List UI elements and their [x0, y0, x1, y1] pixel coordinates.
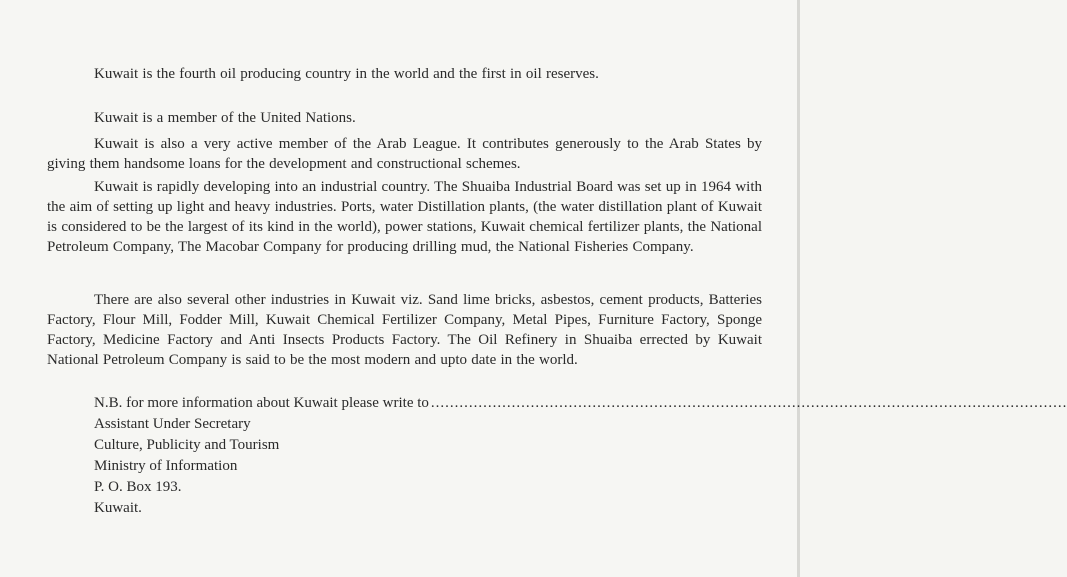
information-note-dots: ......................................................................................................................................: [430, 395, 1067, 411]
paragraph-united-nations: Kuwait is a member of the United Nations.: [94, 110, 356, 126]
address-line-ministry: Ministry of Information: [94, 458, 238, 474]
page-edge: [797, 0, 800, 577]
paragraph-industrial-development: Kuwait is rapidly developing into an industrial country. The Shuaiba Industrial Board was set up in 1964 with the aim of setting up light and heavy industries. Ports, water Distillation plants, (the water distillation plant of Kuwait is considered to be the largest of its kind in the world), power stations, Kuwait chemical fertilizer plants, the National Petroleum Company, The Macobar Company for producing drilling mud, the National Fisheries Company.: [47, 179, 762, 255]
address-line-country: Kuwait.: [94, 500, 142, 516]
address-line-department: Culture, Publicity and Tourism: [94, 437, 280, 453]
information-note-text: N.B. for more information about Kuwait please write to: [94, 395, 429, 411]
address-line-po-box: P. O. Box 193.: [94, 479, 182, 495]
address-line-title: Assistant Under Secretary: [94, 416, 251, 432]
paragraph-oil-producer: Kuwait is the fourth oil producing country in the world and the first in oil reserves.: [94, 66, 599, 82]
information-note: [94, 393, 1067, 413]
paragraph-other-industries: There are also several other industries in Kuwait viz. Sand lime bricks, asbestos, cement products, Batteries Factory, Flour Mill, Fodder Mill, Kuwait Chemical Fertilizer Company, Metal Pipes, Furniture Factory, Sponge Factory, Medicine Factory and Anti Insects Products Factory. The Oil Refinery in Shuaiba errected by Kuwait National Petroleum Company is said to be the most modern and upto date in the world.: [47, 292, 762, 368]
paragraph-arab-league: Kuwait is also a very active member of the Arab League. It contributes generously to the Arab States by giving them handsome loans for the development and constructional schemes.: [47, 136, 762, 172]
